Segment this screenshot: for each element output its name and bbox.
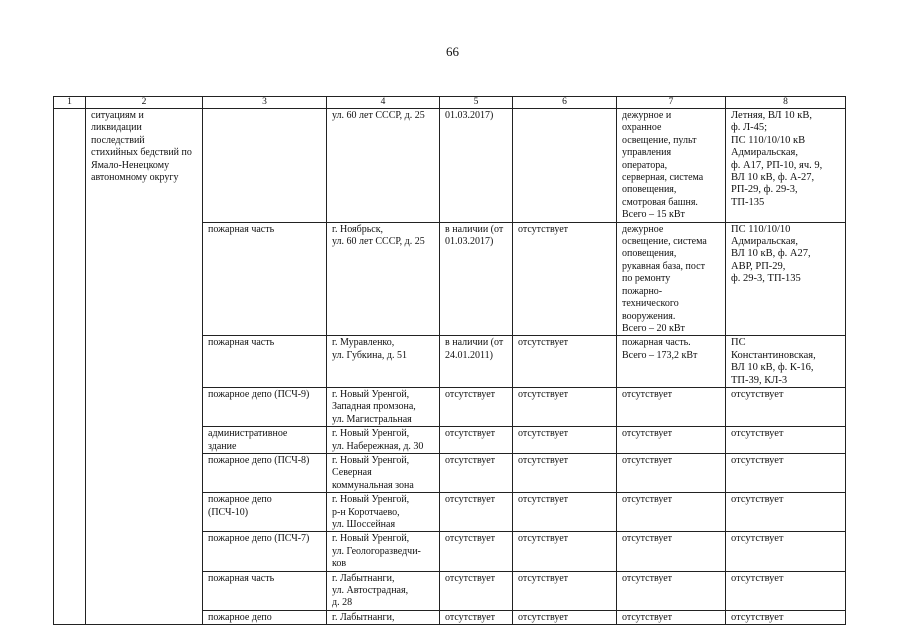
object-cell xyxy=(203,109,327,223)
cell-text: отсутствует xyxy=(622,572,673,584)
power-source-cell xyxy=(726,571,846,610)
cell-text: отсутствует xyxy=(518,223,569,235)
header-cell: 6 xyxy=(513,97,617,109)
cell-text: отсутствует xyxy=(518,533,569,545)
power-source-cell xyxy=(726,453,846,492)
cell-text: отсутствует xyxy=(518,388,569,400)
cell-text: отсутствует xyxy=(518,572,569,584)
cell-text: пожарная часть xyxy=(208,223,275,235)
cell-text: 01.03.2017) xyxy=(445,110,494,121)
cell-text: в наличии (от 01.03.2017) xyxy=(445,223,504,248)
load-cell xyxy=(617,453,726,492)
org-name-cell xyxy=(86,109,203,625)
cell-text: отсутствует xyxy=(622,533,673,545)
cell-text: отсутствует xyxy=(445,428,496,440)
availability-cell xyxy=(440,610,513,624)
address-cell xyxy=(327,493,440,532)
cell-text: отсутствует xyxy=(622,611,673,623)
cell-text: отсутствует xyxy=(731,428,784,440)
cell-text: г. Лабытнанги, xyxy=(332,611,395,623)
address-cell xyxy=(327,571,440,610)
cell-text: отсутствует xyxy=(518,337,569,349)
cell-text: пожарная часть xyxy=(208,337,275,349)
object-cell xyxy=(203,387,327,426)
object-cell xyxy=(203,532,327,571)
header-cell: 7 xyxy=(617,97,726,109)
cell-text: г. Ноябрьск, ул. 60 лет СССР, д. 25 xyxy=(332,223,425,248)
cell-text: ПС Константиновская, ВЛ 10 кВ, ф. К-16, ТП-39, КЛ-3 xyxy=(731,337,816,386)
cell-text: ул. 60 лет СССР, д. 25 xyxy=(332,110,425,121)
address-cell xyxy=(327,109,440,223)
cell-text: г. Новый Уренгой, ул. Набережная, д. 30 xyxy=(332,428,424,452)
cell-text: пожарное депо (ПСЧ-7) xyxy=(208,533,310,545)
document-table xyxy=(53,96,846,625)
header-cell: 8 xyxy=(726,97,846,109)
cell-text: отсутствует xyxy=(445,611,496,623)
cell-text: Летняя, ВЛ 10 кВ, ф. Л-45; ПС 110/10/10 кВ Адмиральская, ф. А17, РП-10, яч. 9, ВЛ 10 кВ, ф. А-27, РП-29, ф. 29-3, ТП-135 xyxy=(731,110,823,208)
object-cell xyxy=(203,222,327,336)
org-name-text: ситуациям и ликвидации последствий стихийных бедствий по Ямало-Ненецкому автономному округу xyxy=(91,110,192,184)
cell-text: г. Новый Уренгой, Западная промзона, ул. Магистральная xyxy=(332,388,416,425)
reserve-cell xyxy=(513,387,617,426)
cell-text: отсутствует xyxy=(731,494,784,506)
object-cell xyxy=(203,427,327,454)
header-cell: 1 xyxy=(54,97,86,109)
cell-text: отсутствует xyxy=(731,454,784,466)
cell-text: пожарная часть. Всего – 173,2 кВт xyxy=(622,337,698,361)
cell-text: пожарное депо (ПСЧ-9) xyxy=(208,388,310,400)
reserve-cell xyxy=(513,571,617,610)
cell-text: отсутствует xyxy=(518,454,569,466)
load-cell xyxy=(617,532,726,571)
load-cell xyxy=(617,109,726,223)
cell-text: г. Новый Уренгой, р-н Коротчаево, ул. Шоссейная xyxy=(332,494,410,530)
header-cell: 3 xyxy=(203,97,327,109)
availability-cell xyxy=(440,493,513,532)
availability-cell xyxy=(440,336,513,388)
cell-text: отсутствует xyxy=(731,388,784,400)
cell-text: отсутствует xyxy=(445,454,496,466)
power-source-cell xyxy=(726,532,846,571)
object-cell xyxy=(203,336,327,388)
cell-text: пожарная часть xyxy=(208,572,275,584)
power-source-cell xyxy=(726,109,846,223)
cell-text: отсутствует xyxy=(622,388,673,400)
address-cell xyxy=(327,610,440,624)
cell-text: пожарное депо xyxy=(208,611,272,623)
address-cell xyxy=(327,222,440,336)
cell-text: г. Муравленко, ул. Губкина, д. 51 xyxy=(332,337,407,361)
cell-text: отсутствует xyxy=(622,454,673,466)
page-number: 66 xyxy=(446,44,459,59)
col1-cell xyxy=(54,109,86,625)
cell-text: отсутствует xyxy=(518,494,569,506)
cell-text: отсутствует xyxy=(622,494,673,506)
reserve-cell xyxy=(513,109,617,223)
reserve-cell xyxy=(513,427,617,454)
cell-text: отсутствует xyxy=(445,494,496,506)
cell-text: пожарное депо (ПСЧ-8) xyxy=(208,454,310,466)
power-source-cell xyxy=(726,427,846,454)
address-cell xyxy=(327,336,440,388)
address-cell xyxy=(327,387,440,426)
cell-text: отсутствует xyxy=(518,428,569,440)
availability-cell xyxy=(440,427,513,454)
object-cell xyxy=(203,610,327,624)
header-row xyxy=(54,97,846,109)
load-cell xyxy=(617,571,726,610)
cell-text: административное здание xyxy=(208,428,288,452)
cell-text: г. Новый Уренгой, Северная коммунальная зона xyxy=(332,454,414,491)
reserve-cell xyxy=(513,610,617,624)
cell-text: отсутствует xyxy=(731,611,784,623)
availability-cell xyxy=(440,387,513,426)
address-cell xyxy=(327,532,440,571)
address-cell xyxy=(327,427,440,454)
load-cell xyxy=(617,222,726,336)
reserve-cell xyxy=(513,532,617,571)
cell-text: дежурное освещение, система оповещения, рукавная база, пост по ремонту пожарно- технического вооружения. Всего – 20 кВт xyxy=(622,223,707,334)
load-cell xyxy=(617,610,726,624)
object-cell xyxy=(203,453,327,492)
power-source-cell xyxy=(726,222,846,336)
availability-cell xyxy=(440,453,513,492)
load-cell xyxy=(617,336,726,388)
load-cell xyxy=(617,493,726,532)
header-cell: 5 xyxy=(440,97,513,109)
cell-text: в наличии (от 24.01.2011) xyxy=(445,337,504,361)
load-cell xyxy=(617,427,726,454)
cell-text: пожарное депо (ПСЧ-10) xyxy=(208,494,272,518)
cell-text: отсутствует xyxy=(445,572,496,584)
cell-text: г. Лабытнанги, ул. Автострадная, д. 28 xyxy=(332,572,409,609)
object-cell xyxy=(203,571,327,610)
load-cell xyxy=(617,387,726,426)
header-cell: 4 xyxy=(327,97,440,109)
header-cell: 2 xyxy=(86,97,203,109)
power-source-cell xyxy=(726,493,846,532)
availability-cell xyxy=(440,109,513,223)
cell-text: отсутствует xyxy=(445,388,496,400)
availability-cell xyxy=(440,571,513,610)
reserve-cell xyxy=(513,493,617,532)
cell-text: ПС 110/10/10 Адмиральская, ВЛ 10 кВ, ф. А27, АВР, РП-29, ф. 29-3, ТП-135 xyxy=(731,223,811,285)
availability-cell xyxy=(440,222,513,336)
cell-text: г. Новый Уренгой, ул. Геологоразведчи- ков xyxy=(332,533,421,570)
cell-text: отсутствует xyxy=(731,533,784,545)
power-source-cell xyxy=(726,387,846,426)
table-row xyxy=(54,109,846,223)
reserve-cell xyxy=(513,336,617,388)
cell-text: дежурное и охранное освещение, пульт управления оператора, серверная, система оповещения, смотровая башня. Всего – 15 кВт xyxy=(622,110,704,221)
cell-text: отсутствует xyxy=(622,428,673,440)
availability-cell xyxy=(440,532,513,571)
power-source-cell xyxy=(726,336,846,388)
cell-text: отсутствует xyxy=(731,572,784,584)
power-source-cell xyxy=(726,610,846,624)
address-cell xyxy=(327,453,440,492)
cell-text: отсутствует xyxy=(445,533,496,545)
reserve-cell xyxy=(513,453,617,492)
object-cell xyxy=(203,493,327,532)
cell-text: отсутствует xyxy=(518,611,569,623)
reserve-cell xyxy=(513,222,617,336)
